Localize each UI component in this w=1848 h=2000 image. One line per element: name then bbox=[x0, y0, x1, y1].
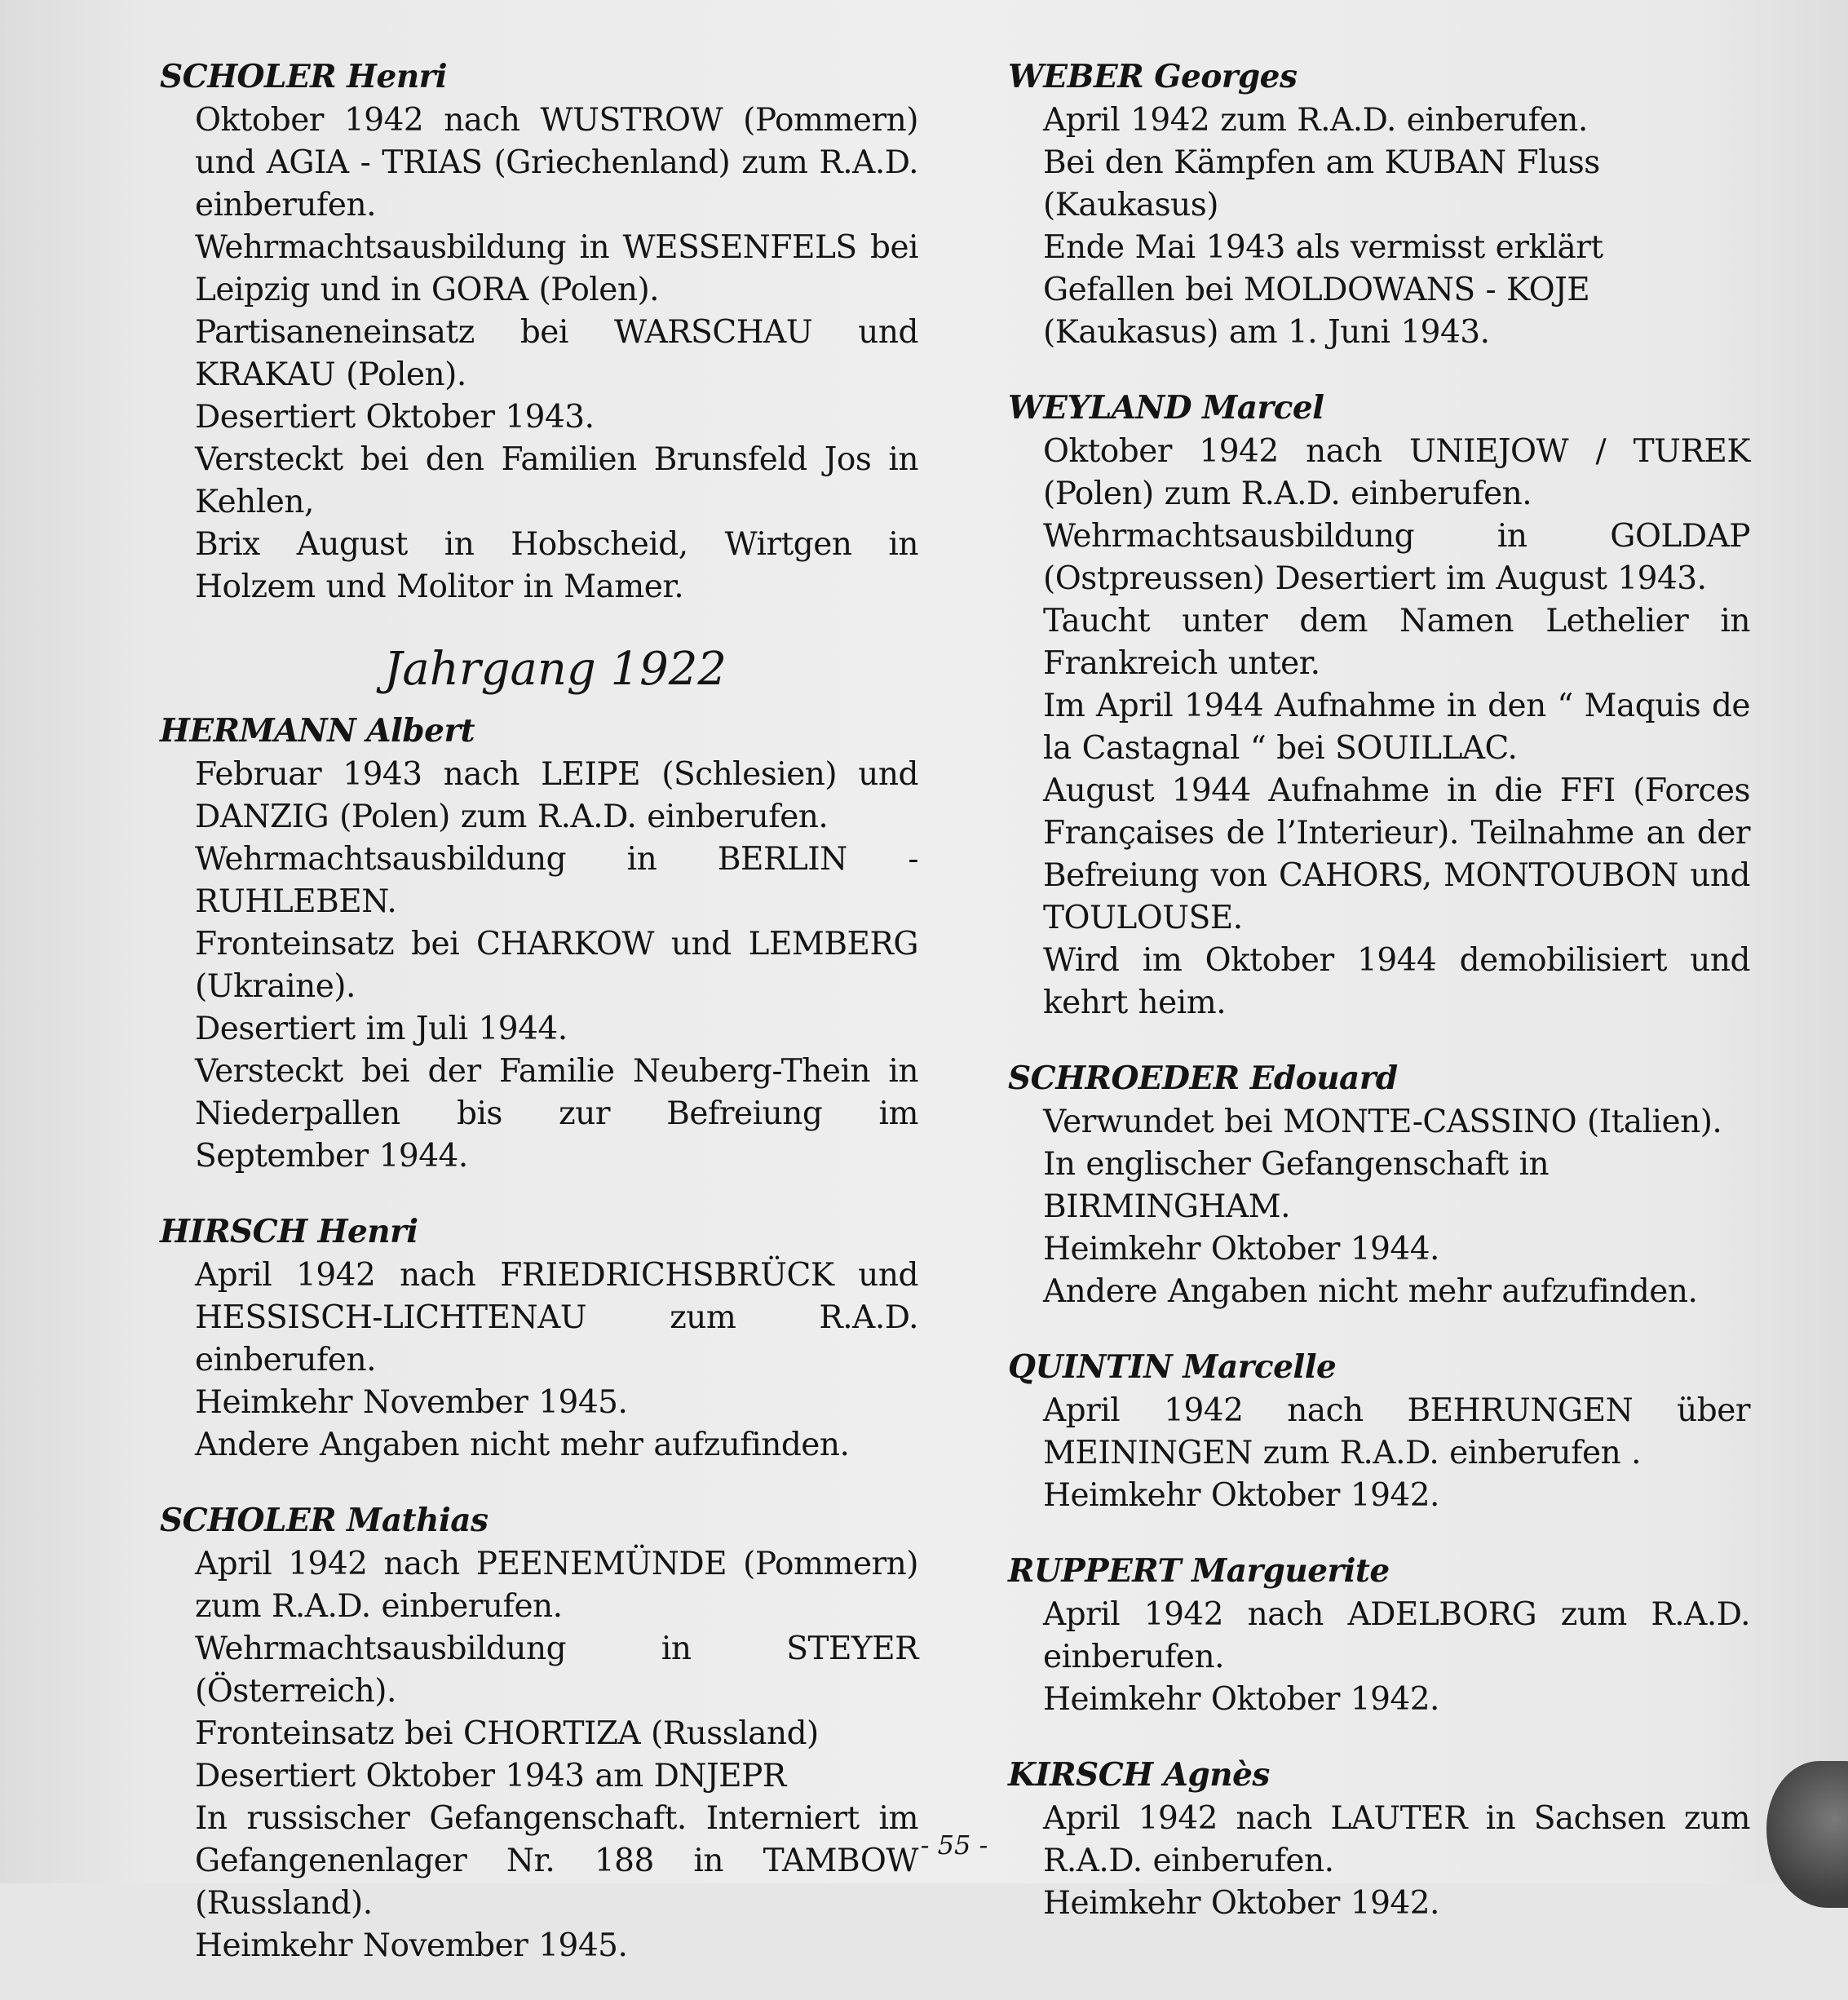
entry-line: Heimkehr November 1945. bbox=[195, 1384, 628, 1421]
entry-line: Februar 1943 nach LEIPE (Schlesien) und DANZIG (Polen) zum R.A.D. einberufen. bbox=[195, 756, 918, 835]
entry-line: Heimkehr Oktober 1942. bbox=[1043, 1477, 1439, 1514]
entry-text bbox=[195, 1254, 918, 1467]
entry-line: August 1944 Aufnahme in die FFI (Forces Françaises de l’Interieur). Teilnahme an der Befreiung von CAHORS, MONTOUBON und TOULOUSE. bbox=[1043, 772, 1750, 936]
entry-line: Wehrmachtsausbildung in STEYER (Österreich). bbox=[195, 1631, 918, 1710]
entry-line: Im April 1944 Aufnahme in den “ Maquis de la Castagnal “ bei SOUILLAC. bbox=[1043, 688, 1750, 767]
entry-line: April 1942 nach LAUTER in Sachsen zum R.A.D. einberufen. bbox=[1043, 1800, 1750, 1879]
entry-line: Oktober 1942 nach WUSTROW (Pommern) und AGIA - TRIAS (Griechenland) zum R.A.D. einberufen. bbox=[195, 102, 918, 223]
entry-text bbox=[1043, 1594, 1750, 1721]
entry-text bbox=[1043, 1390, 1750, 1517]
entry-text bbox=[195, 754, 918, 1178]
entry-line: Heimkehr Oktober 1942. bbox=[1043, 1681, 1439, 1718]
entry-line: Fronteinsatz bei CHORTIZA (Russland) bbox=[195, 1715, 819, 1752]
entry-line: Wird im Oktober 1944 demobilisiert und kehrt heim. bbox=[1043, 942, 1750, 1021]
entry-line: Versteckt bei den Familien Brunsfeld Jos in Kehlen, bbox=[195, 441, 918, 520]
entry-line: Fronteinsatz bei CHARKOW und LEMBERG (Ukraine). bbox=[195, 926, 918, 1005]
entry-line: Taucht unter dem Namen Lethelier in Frankreich unter. bbox=[1043, 603, 1750, 682]
entry-line: Andere Angaben nicht mehr aufzufinden. bbox=[1043, 1273, 1698, 1310]
entry-line: Gefallen bei MOLDOWANS - KOJE (Kaukasus) am 1. Juni 1943. bbox=[1043, 272, 1590, 351]
entry-name: WEYLAND Marcel bbox=[1008, 389, 1324, 427]
entry-line: Heimkehr November 1945. bbox=[195, 1927, 628, 1964]
entry-line: Verwundet bei MONTE-CASSINO (Italien). bbox=[1043, 1104, 1722, 1140]
entry-line: Wehrmachtsausbildung in WESSENFELS bei Leipzig und in GORA (Polen). bbox=[195, 229, 918, 308]
entry-name: WEBER Georges bbox=[1008, 58, 1298, 95]
page-number: - 55 - bbox=[920, 1830, 988, 1861]
entry-line: Wehrmachtsausbildung in GOLDAP (Ostpreussen) Desertiert im August 1943. bbox=[1043, 518, 1750, 597]
entry-scholer-henri bbox=[160, 55, 918, 608]
entry-line: April 1942 zum R.A.D. einberufen. bbox=[1043, 102, 1588, 139]
entry-name: RUPPERT Marguerite bbox=[1008, 1552, 1390, 1590]
entry-name: QUINTIN Marcelle bbox=[1008, 1348, 1337, 1386]
entry-line: Wehrmachtsausbildung in BERLIN - RUHLEBEN. bbox=[195, 841, 918, 920]
entry-name: SCHROEDER Edouard bbox=[1008, 1060, 1398, 1097]
entry-line: April 1942 nach PEENEMÜNDE (Pommern) zum R.A.D. einberufen. bbox=[195, 1546, 918, 1625]
entry-line: Andere Angaben nicht mehr aufzufinden. bbox=[195, 1427, 850, 1463]
entry-weber-georges bbox=[1008, 55, 1750, 354]
entry-weyland-marcel bbox=[1008, 387, 1750, 1024]
entry-ruppert-marguerite bbox=[1008, 1550, 1750, 1721]
entry-text bbox=[195, 1543, 918, 1967]
entry-name: SCHOLER Mathias bbox=[160, 1502, 489, 1539]
right-column bbox=[1008, 55, 1750, 1958]
entry-line: Bei den Kämpfen am KUBAN Fluss (Kaukasus) bbox=[1043, 144, 1600, 223]
entry-text bbox=[1043, 1798, 1750, 1925]
entry-line: April 1942 nach ADELBORG zum R.A.D. einberufen. bbox=[1043, 1596, 1750, 1675]
entry-line: Ende Mai 1943 als vermisst erklärt bbox=[1043, 229, 1603, 266]
entry-line: Versteckt bei der Familie Neuberg-Thein in Niederpallen bis zur Befreiung im September 1944. bbox=[195, 1053, 918, 1175]
entry-line: April 1942 nach FRIEDRICHSBRÜCK und HESSISCH-LICHTENAU zum R.A.D. einberufen. bbox=[195, 1257, 918, 1378]
entry-name: HIRSCH Henri bbox=[160, 1213, 418, 1250]
entry-line: Oktober 1942 nach UNIEJOW / TUREK (Polen) zum R.A.D. einberufen. bbox=[1043, 433, 1750, 512]
entry-text bbox=[1043, 431, 1750, 1024]
entry-name: SCHOLER Henri bbox=[160, 58, 448, 95]
entry-line: Partisaneneinsatz bei WARSCHAU und KRAKAU (Polen). bbox=[195, 314, 918, 393]
entry-line: Desertiert Oktober 1943. bbox=[195, 399, 595, 436]
entry-scholer-mathias bbox=[160, 1499, 918, 1967]
thumb-shadow bbox=[1766, 1761, 1848, 1908]
entry-text bbox=[1043, 100, 1750, 354]
entry-text bbox=[1043, 1101, 1750, 1313]
entry-line: Desertiert im Juli 1944. bbox=[195, 1011, 568, 1047]
entry-kirsch-agnes bbox=[1008, 1754, 1750, 1925]
entry-quintin-marcelle bbox=[1008, 1346, 1750, 1517]
entry-hirsch-henri bbox=[160, 1210, 918, 1467]
entry-name: HERMANN Albert bbox=[160, 712, 475, 750]
entry-line: In russischer Gefangenschaft. Interniert im Gefangenenlager Nr. 188 in TAMBOW (Russland). bbox=[195, 1800, 918, 1922]
left-column bbox=[160, 55, 918, 2000]
entry-line: Desertiert Oktober 1943 am DNJEPR bbox=[195, 1758, 786, 1794]
entry-line: Heimkehr Oktober 1942. bbox=[1043, 1885, 1439, 1922]
entry-line: April 1942 nach BEHRUNGEN über MEININGEN zum R.A.D. einberufen . bbox=[1043, 1392, 1750, 1471]
entry-schroeder-edouard bbox=[1008, 1057, 1750, 1313]
entry-hermann-albert bbox=[160, 710, 918, 1178]
year-heading: Jahrgang 1922 bbox=[383, 643, 727, 696]
entry-line: Heimkehr Oktober 1944. bbox=[1043, 1231, 1439, 1268]
entry-name: KIRSCH Agnès bbox=[1008, 1756, 1270, 1794]
entry-line: Brix August in Hobscheid, Wirtgen in Holzem und Molitor in Mamer. bbox=[195, 526, 918, 605]
entry-line: In englischer Gefangenschaft in BIRMINGHAM. bbox=[1043, 1146, 1550, 1225]
entry-text bbox=[195, 100, 918, 608]
